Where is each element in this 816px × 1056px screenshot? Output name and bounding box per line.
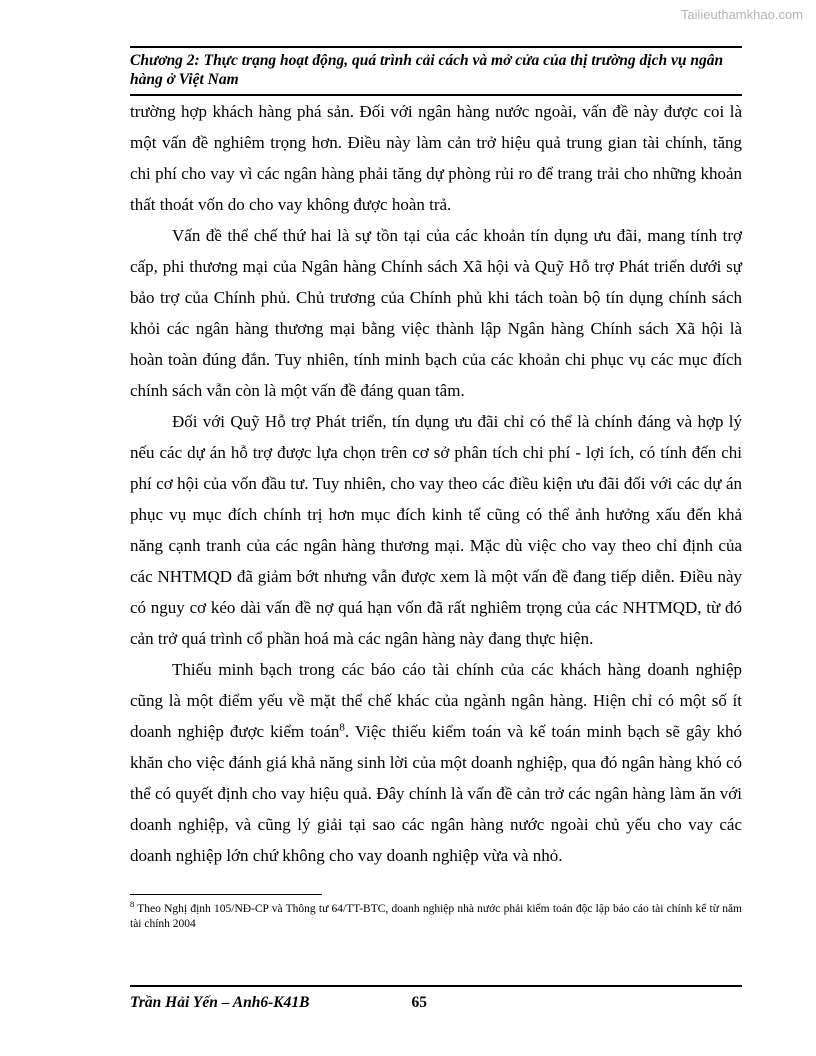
- footnote-section: [130, 894, 742, 932]
- paragraph-2: Vấn đề thể chế thứ hai là sự tồn tại của các khoản tín dụng ưu đãi, mang tính trợ cấp, phi thương mại của Ngân hàng Chính sách Xã hội và Quỹ Hỗ trợ Phát triển dưới sự bảo trợ của Chính phủ. Chủ trương của Chính phủ khi tách toàn bộ tín dụng chính sách khỏi các ngân hàng thương mại bằng việc thành lập Ngân hàng Chính sách Xã hội là hoàn toàn đúng đắn. Tuy nhiên, tính minh bạch của các khoản chi phục vụ các mục đích chính sách vẫn còn là một vấn đề đáng quan tâm.: [130, 226, 742, 400]
- footnote-entry: [130, 899, 742, 932]
- chapter-header: [130, 46, 742, 96]
- footnote-separator-rule: [130, 894, 322, 895]
- chapter-title: Chương 2: Thực trạng hoạt động, quá trình cải cách và mở cửa của thị trường dịch vụ ngân hàng ở Việt Nam: [130, 52, 724, 88]
- paragraph-1: trường hợp khách hàng phá sản. Đối với ngân hàng nước ngoài, vấn đề này được coi là một vấn đề nghiêm trọng hơn. Điều này làm cản trở hiệu quả trung gian tài chính, tăng chi phí cho vay vì các ngân hàng phải tăng dự phòng rủi ro để trang trải cho những khoản thất thoát vốn do cho vay không được hoàn trả.: [130, 102, 742, 214]
- paragraph-4-text-after: . Việc thiếu kiểm toán và kế toán minh bạch sẽ gây khó khăn cho việc đánh giá khả năng sinh lời của một doanh nghiệp, qua đó ngân hàng khó có thể có quyết định cho vay hiệu quả. Đây chính là vấn đề cản trở các ngân hàng làm ăn với doanh nghiệp, và cũng lý giải tại sao các ngân hàng nước ngoài chủ yếu cho vay các doanh nghiệp lớn chứ không cho vay doanh nghiệp vừa và nhỏ.: [130, 722, 742, 865]
- page-number: 65: [411, 994, 427, 1011]
- page-footer: [130, 985, 742, 1012]
- footnote-reference: 8: [339, 721, 345, 734]
- footnote-text: Theo Nghị định 105/NĐ-CP và Thông tư 64/TT-BTC, doanh nghiệp nhà nước phải kiểm toán độc lập báo cáo tài chính kể từ năm tài chính 2004: [130, 903, 742, 930]
- footnote-marker: 8: [130, 899, 135, 910]
- paragraph-3: Đối với Quỹ Hỗ trợ Phát triển, tín dụng ưu đãi chỉ có thể là chính đáng và hợp lý nếu các dự án hỗ trợ được lựa chọn trên cơ sở phân tích chi phí - lợi ích, có tính đến chi phí cơ hội của vốn đầu tư. Tuy nhiên, cho vay theo các điều kiện ưu đãi đối với các dự án phục vụ mục đích chính trị hơn mục đích kinh tế cũng có thể ảnh hưởng xấu đến khả năng cạnh tranh của các ngân hàng thương mại. Mặc dù việc cho vay theo chỉ định của các NHTMQD đã giảm bớt nhưng vẫn được xem là một vấn đề đang tiếp diễn. Điều này có nguy cơ kéo dài vấn đề nợ quá hạn vốn đã rất nghiêm trọng của các NHTMQD, từ đó cản trở quá trình cổ phần hoá mà các ngân hàng này đang thực hiện.: [130, 412, 742, 648]
- paragraph-4: [130, 654, 742, 871]
- body-text: [130, 96, 742, 871]
- site-watermark: Tailieuthamkhao.com: [680, 7, 803, 22]
- author-name: Trần Hải Yến – Anh6-K41B: [130, 994, 310, 1011]
- paragraph-4-text-before: Thiếu minh bạch trong các báo cáo tài chính của các khách hàng doanh nghiệp cũng là một điểm yếu về mặt thể chế khác của ngành ngân hàng. Hiện chỉ có một số ít doanh nghiệp được kiểm toán: [130, 660, 742, 741]
